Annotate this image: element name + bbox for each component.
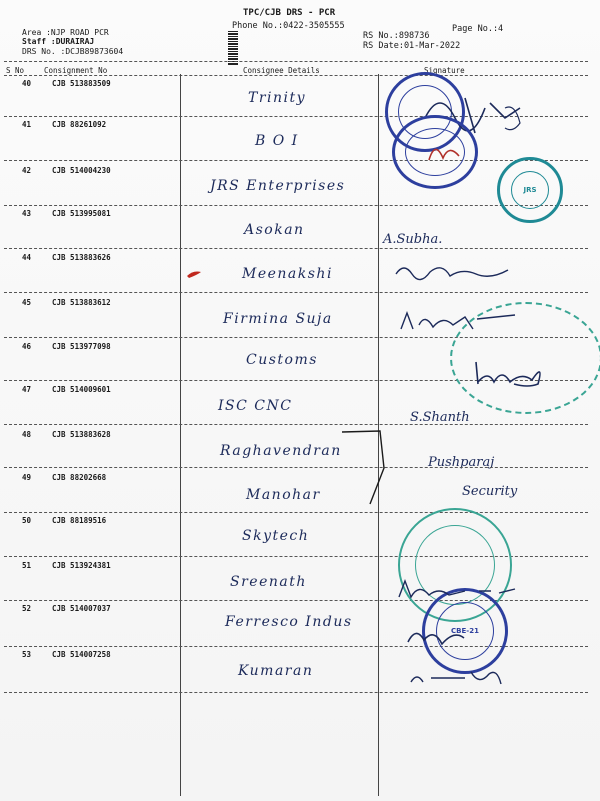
signature-scribble-51 xyxy=(395,575,525,605)
row-number: 40 xyxy=(22,79,32,88)
consignment-number: CJB 514007037 xyxy=(52,604,111,613)
row-number: 52 xyxy=(22,604,32,613)
consignee-name: ISC CNC xyxy=(218,398,293,414)
header-divider xyxy=(4,61,588,62)
row-divider xyxy=(4,467,588,468)
row-number: 42 xyxy=(22,166,32,175)
consignment-number: CJB 513977098 xyxy=(52,342,111,351)
consignee-name: Sreenath xyxy=(230,574,307,590)
drs-number: DRS No. :DCJB89873604 xyxy=(22,47,124,56)
page-number: Page No.:4 xyxy=(452,24,504,34)
signature-scribble-45 xyxy=(395,307,535,337)
area-label: Area :NJP ROAD PCR xyxy=(22,28,109,37)
consignee-name: JRS Enterprises xyxy=(210,178,346,194)
col-sno: S No xyxy=(6,66,25,75)
consignment-number: CJB 514004230 xyxy=(52,166,111,175)
col-signature: Signature xyxy=(424,66,465,75)
consignee-name: Skytech xyxy=(242,528,310,544)
signature-scribble-52 xyxy=(402,618,472,654)
col-consignment: Consignment No xyxy=(44,66,108,75)
row-number: 49 xyxy=(22,473,32,482)
consignment-number: CJB 88189516 xyxy=(52,516,107,525)
consignment-number: CJB 513883628 xyxy=(52,430,111,439)
consignment-number: CJB 513883626 xyxy=(52,253,111,262)
consignee-name: Kumaran xyxy=(238,663,314,679)
signature-scribble-53 xyxy=(405,664,515,694)
sheet-title: TPC/CJB DRS - PCR xyxy=(243,8,336,18)
consignee-name: B O I xyxy=(255,133,299,149)
recipient-signature: Security xyxy=(462,484,518,499)
signature-scribble-44 xyxy=(390,258,530,288)
cbe-stamp-label: CBE-21 xyxy=(451,627,479,635)
consignee-name: Customs xyxy=(246,352,318,368)
row-divider xyxy=(4,424,588,425)
consignee-name: Manohar xyxy=(246,487,321,503)
row-number: 48 xyxy=(22,430,32,439)
row-number: 47 xyxy=(22,385,32,394)
staff-label: Staff :DURAIRAJ xyxy=(22,37,95,46)
red-ink-mark xyxy=(185,266,205,280)
row-number: 44 xyxy=(22,253,32,262)
bracket-mark xyxy=(340,428,390,508)
row-divider xyxy=(4,512,588,513)
consignment-number: CJB 513924381 xyxy=(52,561,111,570)
row-number: 46 xyxy=(22,342,32,351)
consignee-name: Trinity xyxy=(248,90,307,106)
barcode-icon xyxy=(228,31,238,65)
row-number: 50 xyxy=(22,516,32,525)
rs-date: RS Date:01-Mar-2022 xyxy=(363,41,461,51)
row-number: 41 xyxy=(22,120,32,129)
rs-number: RS No.:898736 xyxy=(363,31,430,41)
jrs-enterprises-stamp-icon xyxy=(497,157,563,223)
consignment-number: CJB 88261092 xyxy=(52,120,107,129)
recipient-signature: A.Subha. xyxy=(383,232,443,247)
recipient-signature: Pushparaj xyxy=(428,455,495,470)
consignment-number: CJB 514007258 xyxy=(52,650,111,659)
column-line-left xyxy=(180,74,181,796)
consignee-name: Meenakshi xyxy=(242,266,333,282)
phone-number: Phone No.:0422-3505555 xyxy=(232,21,345,31)
consignee-name: Ferresco Indus xyxy=(225,614,353,630)
row-divider xyxy=(4,292,588,293)
consignment-number: CJB 514009601 xyxy=(52,385,111,394)
row-number: 53 xyxy=(22,650,32,659)
row-number: 51 xyxy=(22,561,32,570)
consignee-name: Asokan xyxy=(244,222,305,238)
row-number: 45 xyxy=(22,298,32,307)
jrs-stamp-label: JRS xyxy=(523,186,537,194)
red-signature-scribble xyxy=(425,138,465,168)
consignee-name: Raghavendran xyxy=(220,443,342,459)
column-divider xyxy=(4,75,588,76)
consignment-number: CJB 88202668 xyxy=(52,473,107,482)
row-number: 43 xyxy=(22,209,32,218)
consignee-name: Firmina Suja xyxy=(223,311,333,327)
row-divider xyxy=(4,248,588,249)
recipient-signature: S.Shanth xyxy=(410,410,470,425)
consignment-number: CJB 513995081 xyxy=(52,209,111,218)
consignment-number: CJB 513883612 xyxy=(52,298,111,307)
consignment-number: CJB 513883509 xyxy=(52,79,111,88)
col-consignee: Consignee Details xyxy=(243,66,320,75)
signature-scribble-46 xyxy=(468,356,558,390)
